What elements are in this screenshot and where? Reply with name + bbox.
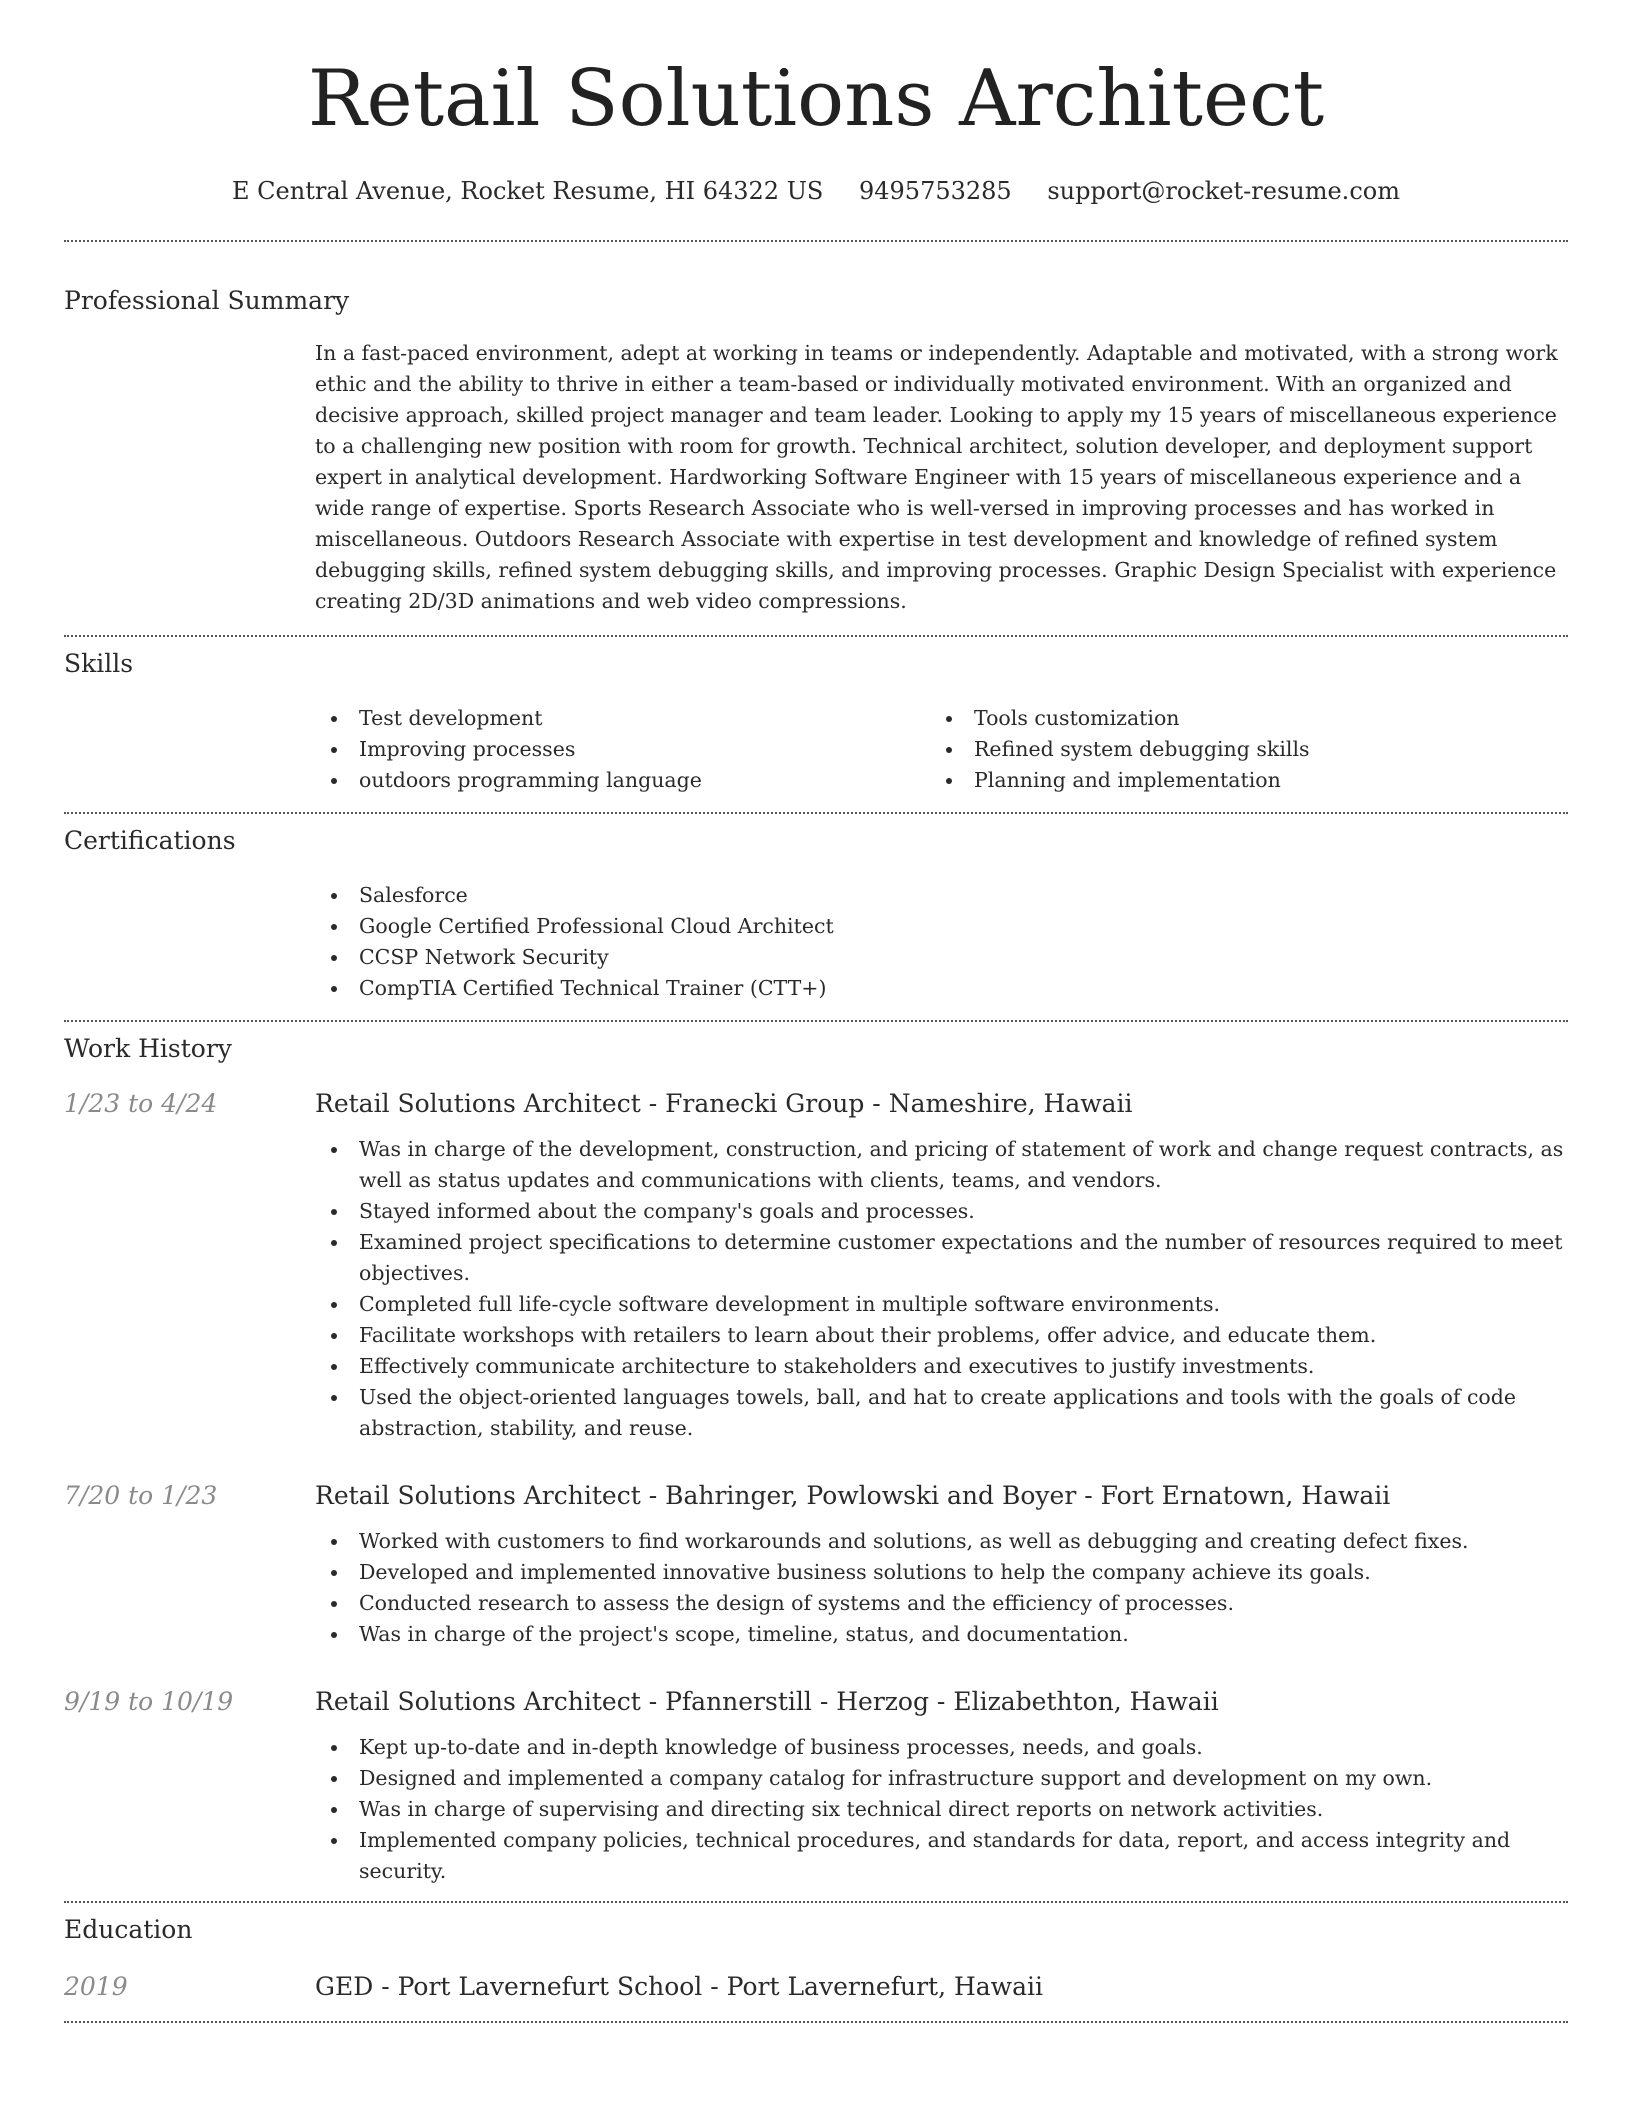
bullet-icon: [331, 1240, 337, 1246]
job-bullet-text: Designed and implemented a company catalog for infrastructure support and development on my own.: [359, 1766, 1433, 1790]
job-bullet-text: Kept up-to-date and in-depth knowledge of business processes, needs, and goals.: [359, 1735, 1203, 1759]
job-bullet-text: Effectively communicate architecture to stakeholders and executives to justify investments.: [359, 1354, 1315, 1378]
bullet-icon: [331, 986, 337, 992]
job-bullet: [315, 1382, 1568, 1444]
skill-label: Improving processes: [359, 737, 576, 761]
job-bullets: [315, 1732, 1568, 1887]
section-title-education: Education: [64, 1915, 193, 1944]
section-title-certifications: Certifications: [64, 826, 236, 855]
certification-item: [315, 973, 1568, 1004]
contact-email: support@rocket-resume.com: [1047, 177, 1400, 205]
bullet-icon: [331, 1209, 337, 1215]
job-heading: Retail Solutions Architect - Pfannerstill - Herzog - Elizabethton, Hawaii: [315, 1687, 1219, 1716]
skill-label: Test development: [359, 706, 543, 730]
job-bullet: [315, 1320, 1568, 1351]
certifications-bullets: [315, 880, 1568, 1004]
job-heading: Retail Solutions Architect - Bahringer, Powlowski and Boyer - Fort Ernatown, Hawaii: [315, 1481, 1391, 1510]
job-bullet: [315, 1794, 1568, 1825]
skills-column-left: [315, 703, 930, 796]
job-bullets: [315, 1134, 1568, 1444]
job-entry: [64, 1088, 1568, 1444]
job-bullet-list: [315, 1526, 1568, 1650]
bullet-icon: [331, 778, 337, 784]
bullet-icon: [331, 1395, 337, 1401]
job-bullet-text: Worked with customers to find workarounds and solutions, as well as debugging and creating defect fixes.: [359, 1529, 1469, 1553]
job-bullet-text: Implemented company policies, technical procedures, and standards for data, report, and access integrity and security.: [359, 1828, 1511, 1883]
resume-name: Retail Solutions Architect: [307, 54, 1325, 144]
bullet-icon: [331, 1364, 337, 1370]
bullet-icon: [331, 1333, 337, 1339]
bullet-icon: [331, 1776, 337, 1782]
bullet-icon: [331, 1302, 337, 1308]
section-title-work-history: Work History: [64, 1034, 232, 1063]
contact-line: [64, 176, 1568, 206]
bullet-icon: [331, 955, 337, 961]
job-bullet-text: Used the object-oriented languages towels, ball, and hat to create applications and tools with the goals of code abstraction, stability, and reuse.: [359, 1385, 1517, 1440]
job-bullet: [315, 1588, 1568, 1619]
bullet-icon: [331, 1745, 337, 1751]
job-header: [64, 1480, 1568, 1512]
certification-label: CompTIA Certified Technical Trainer (CTT+): [359, 976, 827, 1000]
section-title-summary: Professional Summary: [64, 286, 350, 315]
skills-list: [315, 703, 1568, 796]
divider: [64, 2021, 1568, 2023]
job-dates: 7/20 to 1/23: [64, 1481, 218, 1510]
education-header: [64, 1971, 1568, 2003]
bullet-icon: [946, 747, 952, 753]
bullet-icon: [946, 716, 952, 722]
skill-item: [930, 765, 1545, 796]
skill-label: Tools customization: [974, 706, 1180, 730]
bullet-icon: [331, 1539, 337, 1545]
skill-item: [930, 703, 1545, 734]
bullet-icon: [331, 1570, 337, 1576]
job-bullet: [315, 1134, 1568, 1196]
job-bullets: [315, 1526, 1568, 1650]
job-bullet: [315, 1526, 1568, 1557]
skill-item: [315, 703, 930, 734]
bullet-icon: [331, 1807, 337, 1813]
section-title-skills: Skills: [64, 649, 134, 678]
job-bullet-list: [315, 1732, 1568, 1887]
bullet-icon: [331, 924, 337, 930]
job-bullet-text: Was in charge of supervising and directing six technical direct reports on network activities.: [359, 1797, 1324, 1821]
certification-item: [315, 942, 1568, 973]
job-heading: Retail Solutions Architect - Franecki Group - Nameshire, Hawaii: [315, 1089, 1133, 1118]
contact-address: E Central Avenue, Rocket Resume, HI 64322 US: [232, 177, 824, 205]
education-entry: [64, 1971, 1568, 2003]
skill-label: outdoors programming language: [359, 768, 702, 792]
job-header: [64, 1686, 1568, 1718]
skill-item: [315, 765, 930, 796]
bullet-icon: [331, 1147, 337, 1153]
summary-text: In a fast-paced environment, adept at working in teams or independently. Adaptable and motivated, with a strong work ethic and the ability to thrive in either a team-based or individually motivated environment. With an organized and decisive approach, skilled project manager and team leader. Looking to apply my 15 years of miscellaneous experience to a challenging new position with room for growth. Technical architect, solution developer, and deployment support expert in analytical development. Hardworking Software Engineer with 15 years of miscellaneous experience and a wide range of expertise. Sports Research Associate who is well-versed in improving processes and has worked in miscellaneous. Outdoors Research Associate with expertise in test development and knowledge of refined system debugging skills, refined system debugging skills, and improving processes. Graphic Design Specialist with experience creating 2D/3D animations and web video compressions.: [315, 341, 1558, 613]
work-history-section: [64, 1022, 1568, 1887]
job-bullet: [315, 1732, 1568, 1763]
skill-item: [315, 734, 930, 765]
bullet-icon: [946, 778, 952, 784]
job-bullet: [315, 1351, 1568, 1382]
certification-item: [315, 911, 1568, 942]
job-entry: [64, 1480, 1568, 1650]
job-bullet-text: Conducted research to assess the design of systems and the efficiency of processes.: [359, 1591, 1234, 1615]
certification-label: Salesforce: [359, 883, 468, 907]
job-bullet-text: Developed and implemented innovative business solutions to help the company achieve its goals.: [359, 1560, 1371, 1584]
job-bullet-text: Facilitate workshops with retailers to learn about their problems, offer advice, and educate them.: [359, 1323, 1377, 1347]
bullet-icon: [331, 1838, 337, 1844]
job-bullet: [315, 1196, 1568, 1227]
job-bullet: [315, 1557, 1568, 1588]
education-dates: 2019: [64, 1972, 128, 2001]
summary-section: [64, 242, 1568, 617]
job-bullet: [315, 1227, 1568, 1289]
job-bullet-list: [315, 1134, 1568, 1444]
bullet-icon: [331, 1632, 337, 1638]
skill-label: Planning and implementation: [974, 768, 1281, 792]
bullet-icon: [331, 716, 337, 722]
education-section: [64, 1903, 1568, 2003]
job-header: [64, 1088, 1568, 1120]
certifications-list: [315, 880, 1568, 1004]
job-bullet-text: Examined project specifications to determine customer expectations and the number of resources required to meet objectives.: [359, 1230, 1563, 1285]
job-bullet: [315, 1825, 1568, 1887]
job-entry: [64, 1686, 1568, 1887]
job-bullet: [315, 1289, 1568, 1320]
job-bullet-text: Was in charge of the project's scope, timeline, status, and documentation.: [359, 1622, 1129, 1646]
skills-section: [64, 637, 1568, 796]
certification-label: Google Certified Professional Cloud Architect: [359, 914, 834, 938]
skill-label: Refined system debugging skills: [974, 737, 1310, 761]
bullet-icon: [331, 893, 337, 899]
job-bullet: [315, 1619, 1568, 1650]
job-bullet-text: Was in charge of the development, construction, and pricing of statement of work and change request contracts, as well as status updates and communications with clients, teams, and vendors.: [359, 1137, 1564, 1192]
job-dates: 9/19 to 10/19: [64, 1687, 234, 1716]
education-heading: GED - Port Lavernefurt School - Port Lavernefurt, Hawaii: [315, 1972, 1043, 2001]
job-bullet: [315, 1763, 1568, 1794]
skill-item: [930, 734, 1545, 765]
bullet-icon: [331, 747, 337, 753]
job-bullet-text: Completed full life-cycle software development in multiple software environments.: [359, 1292, 1220, 1316]
contact-phone: 9495753285: [859, 177, 1012, 205]
certification-item: [315, 880, 1568, 911]
job-bullet-text: Stayed informed about the company's goals and processes.: [359, 1199, 975, 1223]
certification-label: CCSP Network Security: [359, 945, 609, 969]
job-dates: 1/23 to 4/24: [64, 1089, 218, 1118]
bullet-icon: [331, 1601, 337, 1607]
certifications-section: [64, 814, 1568, 1004]
skills-column-right: [930, 703, 1545, 796]
